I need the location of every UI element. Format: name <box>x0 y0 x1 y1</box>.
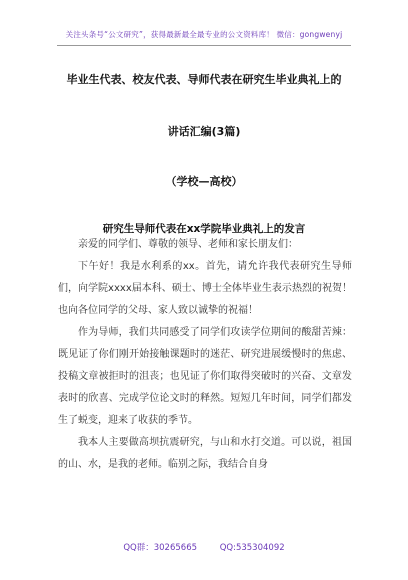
document-body <box>58 234 352 476</box>
paragraph: 我本人主要做高坝抗震研究，与山和水打交道。可以说，祖国的山、水，是我的老师。临别之际，我结合自身 <box>58 437 352 470</box>
document-title-line-1: 毕业生代表、校友代表、导师代表在研究生毕业典礼上的 <box>66 73 342 86</box>
footer-contact <box>0 541 408 553</box>
speech-heading: 研究生导师代表在xx学院毕业典礼上的发言 <box>102 223 306 235</box>
paragraph: 亲爱的同学们、尊敬的领导、老师和家长朋友们： <box>78 239 298 250</box>
document-title-line-2: 讲话汇编(3篇) <box>167 125 241 138</box>
footer-qq-group: QQ群：30265665 <box>123 543 198 553</box>
paragraph: 作为导师，我们共同感受了同学们攻读学位期间的酸甜苦辣：既见证了你们刚开始接触课题时的迷茫、研究进展缓慢时的焦虑、投稿文章被拒时的沮丧；也见证了你们取得突破时的兴奋、文章发表时的欣喜、完成学位论文时的释然。短短几年时间，同学们都发生了蜕变，迎来了收获的季节。 <box>58 327 352 426</box>
document-subtitle: （学校—高校） <box>165 175 243 188</box>
header-divider <box>57 45 351 46</box>
header-note: 关注头条号“公文研究”，获得最新最全最专业的公文资料库！ 微信：gongwenyj <box>65 30 343 39</box>
footer-qq: QQ:535304092 <box>219 543 285 553</box>
paragraph: 下午好！我是水利系的xx。首先，请允许我代表研究生导师们，向学院xxxx届本科、硕士、博士全体毕业生表示热烈的祝贺！也向各位同学的父母、家人致以诚挚的祝福！ <box>58 261 352 316</box>
